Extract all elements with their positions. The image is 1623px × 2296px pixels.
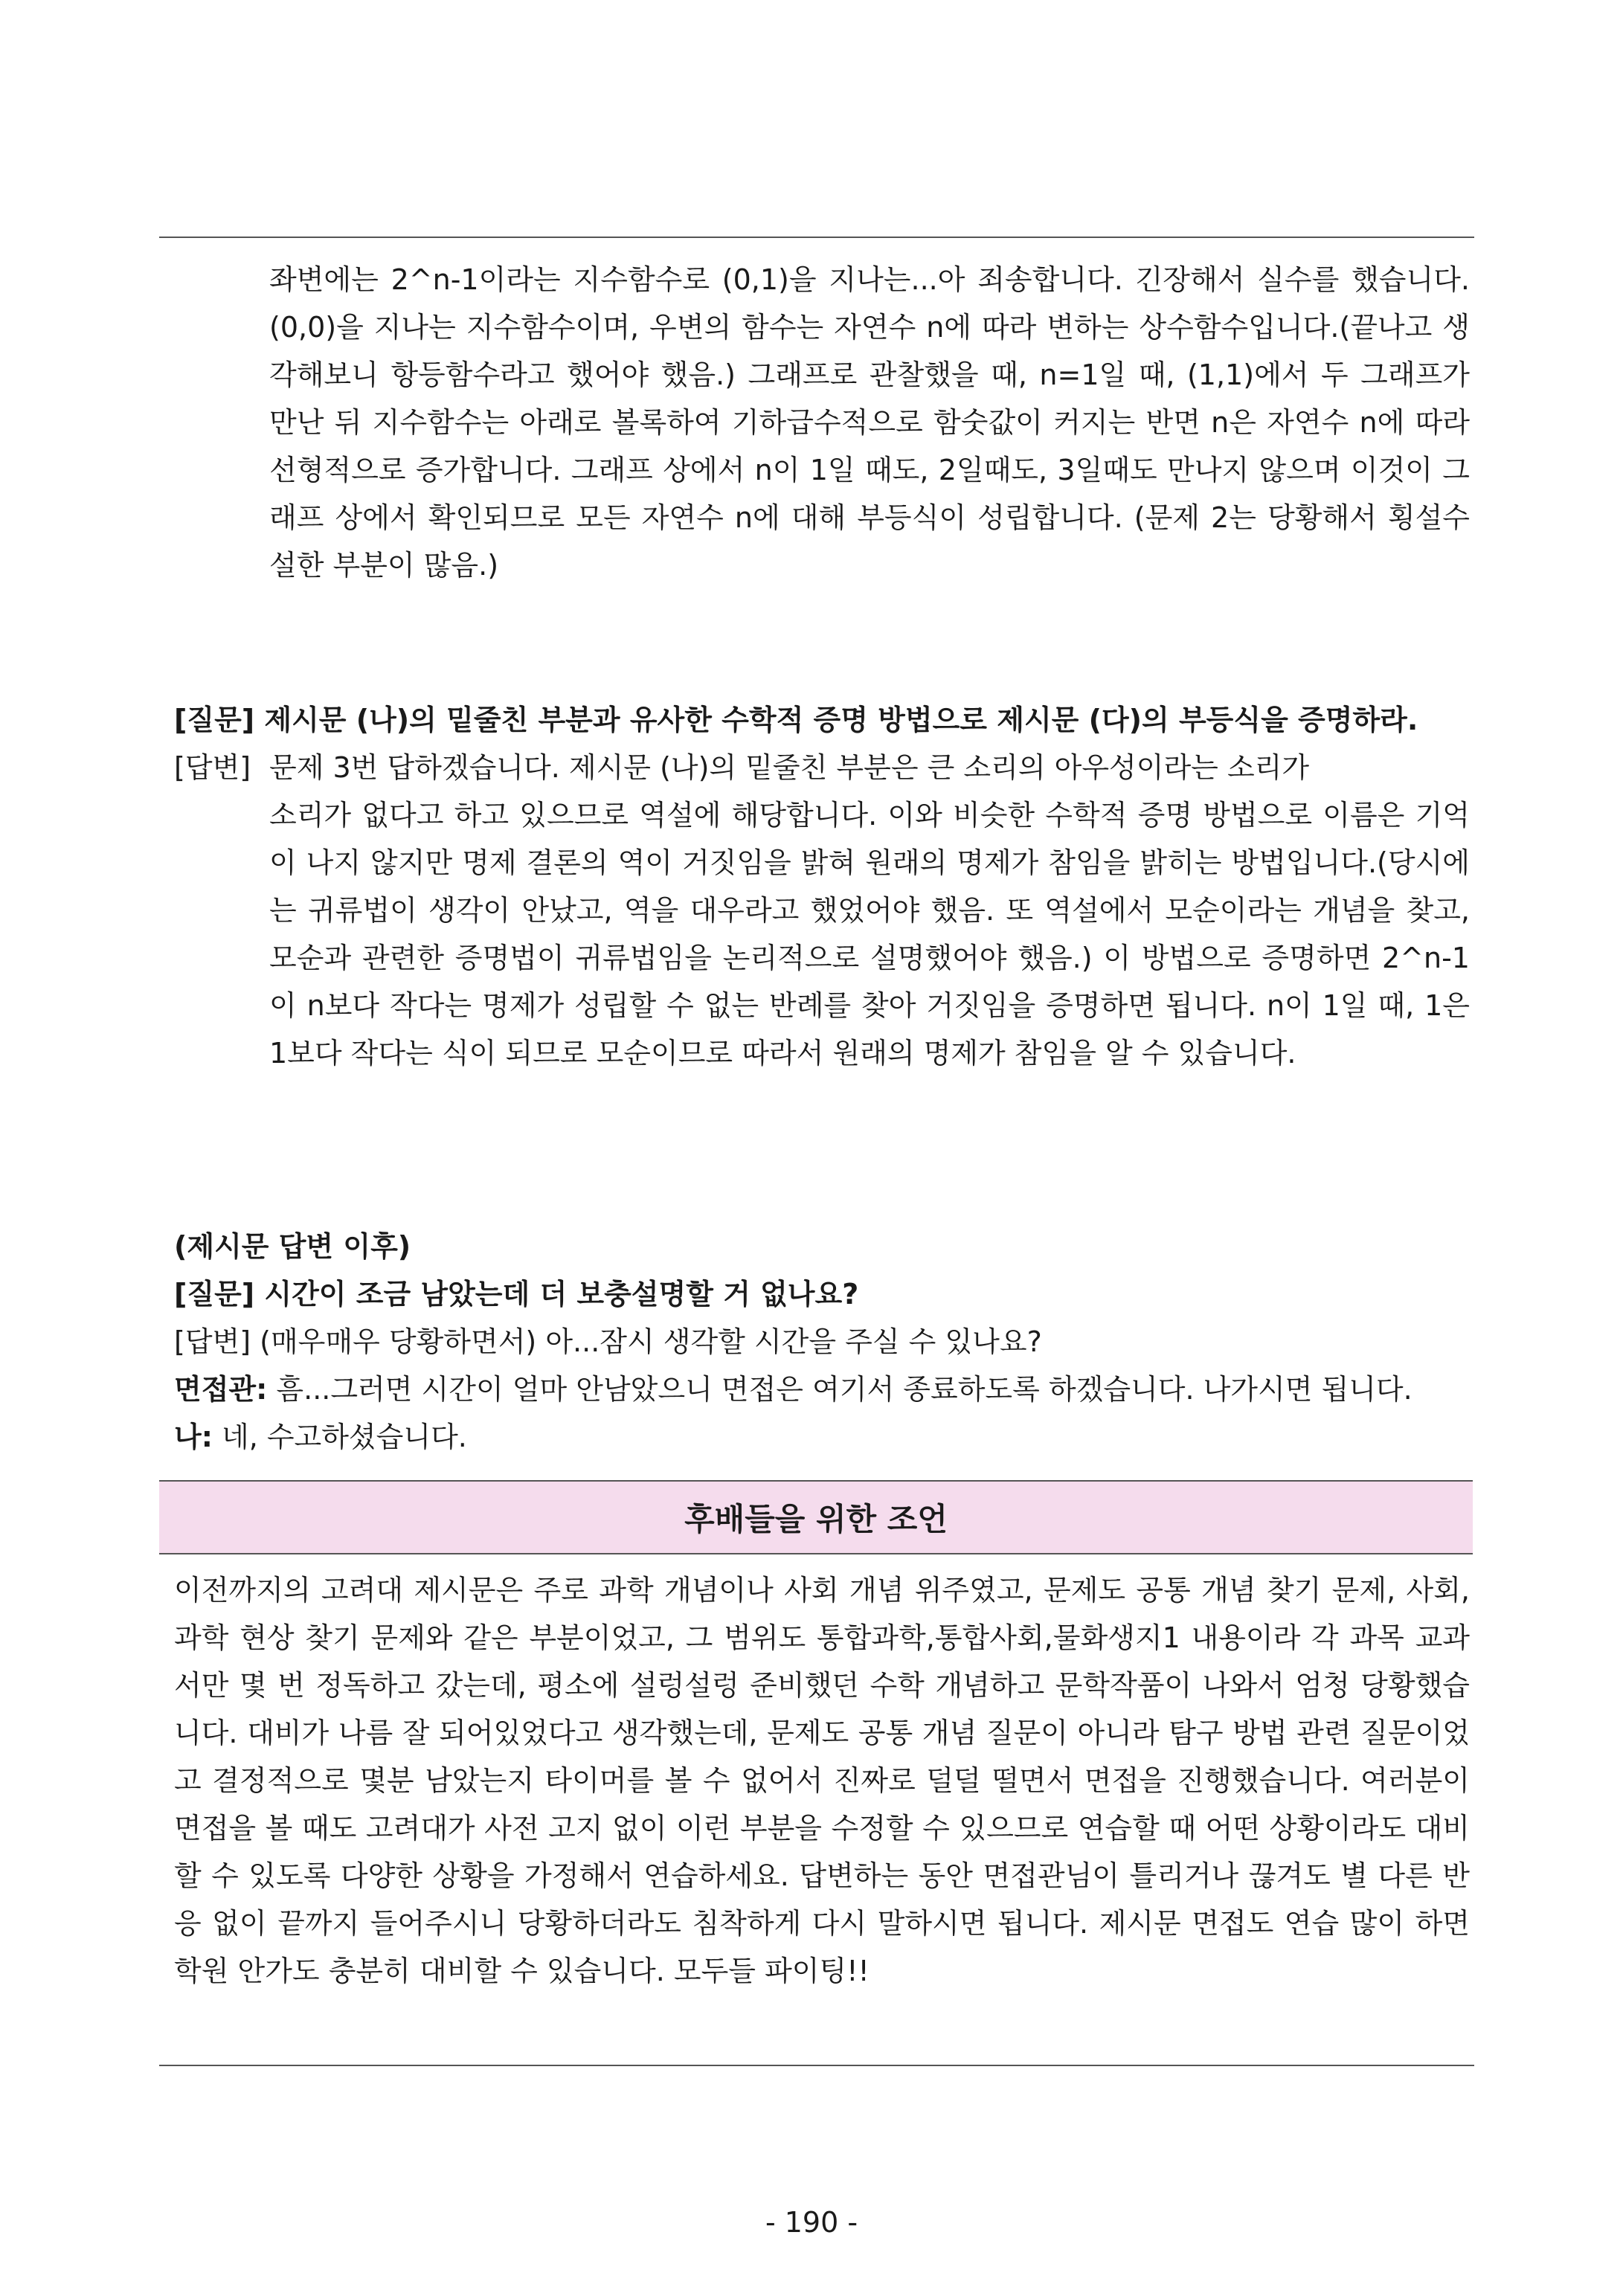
answer-2-continuation: 좌변에는 2^n-1이라는 지수함수로 (0,1)을 지나는...아 죄송합니다. 긴장해서 실수를 했습니다. (0,0)을 지나는 지수함수이며, 우변의 함수는 자연수 n에 따라 변하는 상수함수입니다.(끝나고 생각해보니 항등함수라고 했어야 했음.) 그래프로 관찰했을 때, n=1일 때, (1,1)에서 두 그래프가 만난 뒤 지수함수는 아래로 볼록하여 기하급수적으로 함숫값이 커지는 반면 n은 자연수 n에 따라 선형적으로 증가합니다. 그래프 상에서 n이 1일 때도, 2일때도, 3일때도 만나지 않으며 이것이 그래프 상에서 확인되므로 모든 자연수 n에 대해 부등식이 성립합니다. (문제 2는 당황해서 횡설수설한 부분이 많음.) (269, 263, 1470, 582)
top-rule (159, 237, 1474, 238)
bottom-rule (159, 2065, 1474, 2066)
interviewer-text: 흠...그러면 시간이 얼마 안남았으니 면접은 여기서 종료하도록 하겠습니다. 나가시면 됩니다. (267, 1373, 1413, 1406)
after-heading: (제시문 답변 이후) (174, 1230, 411, 1263)
advice-title: 후배들을 위한 조언 (684, 1501, 948, 1537)
interviewer-line (174, 1366, 1470, 1413)
interviewer-label: 면접관: (174, 1373, 268, 1406)
advice-body: 이전까지의 고려대 제시문은 주로 과학 개념이나 사회 개념 위주였고, 문제도 공통 개념 찾기 문제, 사회,과학 현상 찾기 문제와 같은 부분이었고, 그 범위도 통합과학,통합사회,물화생지1 내용이라 각 과목 교과서만 몇 번 정독하고 갔는데, 평소에 설렁설렁 준비했던 수학 개념하고 문학작품이 나와서 엄청 당황했습니다. 대비가 나름 잘 되어있었다고 생각했는데, 문제도 공통 개념 질문이 아니라 탐구 방법 관련 질문이었고 결정적으로 몇분 남았는지 타이머를 볼 수 없어서 진짜로 덜덜 떨면서 면접을 진행했습니다. 여러분이 면접을 볼 때도 고려대가 사전 고지 없이 이런 부분을 수정할 수 있으므로 연습할 때 어떤 상황이라도 대비할 수 있도록 다양한 상황을 가정해서 연습하세요. 답변하는 동안 면접관님이 틀리거나 끊겨도 별 다른 반응 없이 끝까지 들어주시니 당황하더라도 침착하게 다시 말하시면 됩니다. 제시문 면접도 연습 많이 하면 학원 안가도 충분히 대비할 수 있습니다. 모두들 파이팅!! (174, 1574, 1470, 1987)
after-answer: [답변] (매우매우 당황하면서) 아...잠시 생각할 시간을 주실 수 있나요? (174, 1325, 1042, 1358)
answer-3-rest: 소리가 없다고 하고 있으므로 역설에 해당합니다. 이와 비슷한 수학적 증명 방법으로 이름은 기억이 나지 않지만 명제 결론의 역이 거짓임을 밝혀 원래의 명제가 참임을 밝히는 방법입니다.(당시에는 귀류법이 생각이 안났고, 역을 대우라고 했었어야 했음. 또 역설에서 모순이라는 개념을 찾고, 모순과 관련한 증명법이 귀류법임을 논리적으로 설명했어야 했음.) 이 방법으로 증명하면 2^n-1이 n보다 작다는 명제가 성립할 수 없는 반례를 찾아 거짓임을 증명하면 됩니다. n이 1일 때, 1은 1보다 작다는 식이 되므로 모순이므로 따라서 원래의 명제가 참임을 알 수 있습니다. (269, 799, 1470, 1070)
question-3: [질문] 제시문 (나)의 밑줄친 부분과 유사한 수학적 증명 방법으로 제시문 (다)의 부등식을 증명하라. (174, 704, 1418, 736)
answer-label: [답변] (174, 751, 251, 784)
advice-title-box (159, 1480, 1473, 1554)
me-label: 나: (174, 1421, 213, 1453)
page-number: - 190 - (765, 2206, 858, 2239)
me-text: 네, 수고하셨습니다. (212, 1421, 467, 1453)
me-line (174, 1413, 1470, 1461)
answer-3-first-line (174, 744, 1470, 791)
after-question: [질문] 시간이 조금 남았는데 더 보충설명할 거 없나요? (174, 1278, 859, 1311)
answer-3-first-text: 문제 3번 답하겠습니다. 제시문 (나)의 밑줄친 부분은 큰 소리의 아우성이라는 소리가 (269, 751, 1310, 784)
